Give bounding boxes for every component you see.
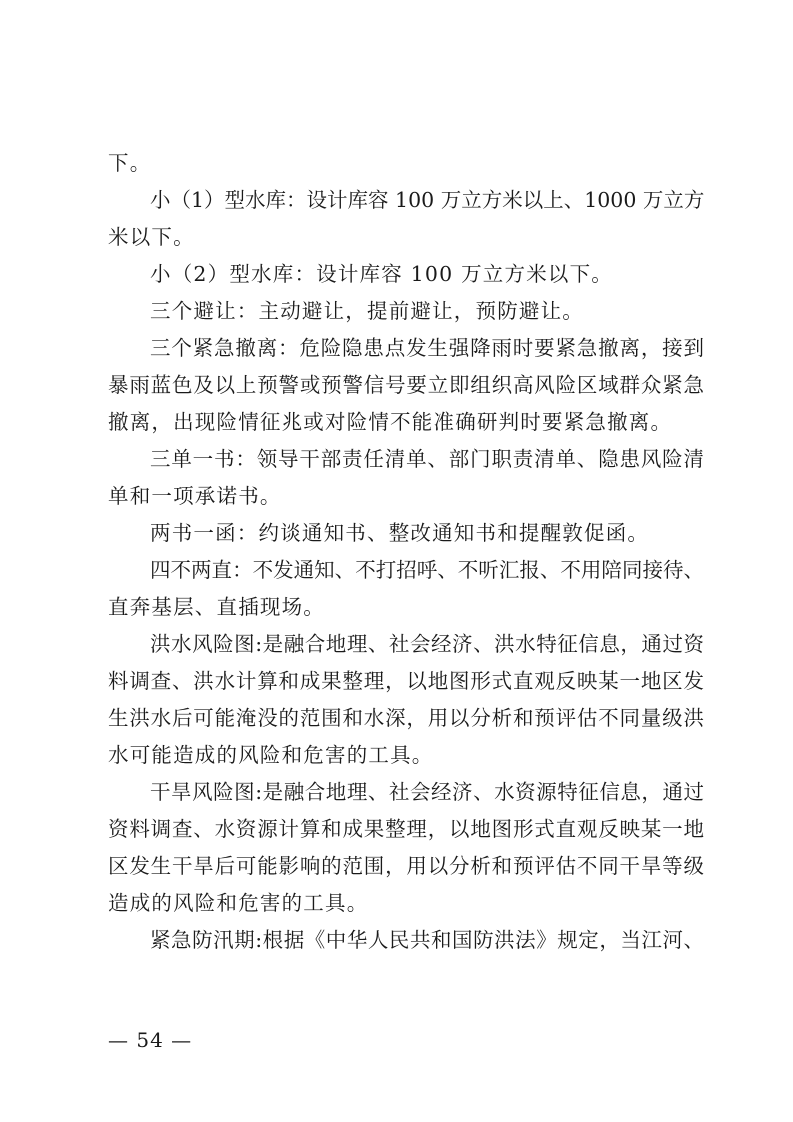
text-line: 两书一函：约谈通知书、整改通知书和提醒敦促函。 — [150, 521, 650, 545]
text-line: 水可能造成的风险和危害的工具。 — [108, 743, 434, 767]
text-line: 料调查、洪水计算和成果整理，以地图形式直观反映某一地区发 — [108, 669, 704, 693]
text-line: 小（1）型水库：设计库容 100 万立方米以上、1000 万立方 — [150, 188, 704, 212]
text-line: 三个紧急撤离：危险隐患点发生强降雨时要紧急撤离，接到 — [150, 336, 704, 360]
page-number: — 54 — — [108, 1028, 193, 1052]
text-line: 区发生干旱后可能影响的范围，用以分析和预评估不同干旱等级 — [108, 854, 704, 878]
text-line: 干旱风险图:是融合地理、社会经济、水资源特征信息，通过 — [150, 780, 704, 804]
text-line: 四不两直：不发通知、不打招呼、不听汇报、不用陪同接待、 — [150, 558, 704, 582]
text-line: 三个避让：主动避让，提前避让，预防避让。 — [150, 299, 584, 323]
text-line: 下。 — [108, 151, 152, 175]
text-line: 生洪水后可能淹没的范围和水深，用以分析和预评估不同量级洪 — [108, 706, 704, 730]
text-line: 单和一项承诺书。 — [108, 484, 282, 508]
text-line: 撤离，出现险情征兆或对险情不能准确研判时要紧急撤离。 — [108, 410, 673, 434]
text-line: 直奔基层、直插现场。 — [108, 595, 325, 619]
text-line: 三单一书：领导干部责任清单、部门职责清单、隐患风险清 — [150, 447, 704, 471]
document-body — [108, 145, 704, 959]
text-line: 暴雨蓝色及以上预警或预警信号要立即组织高风险区域群众紧急 — [108, 373, 704, 397]
text-line: 造成的风险和危害的工具。 — [108, 891, 369, 915]
text-line: 小（2）型水库：设计库容 100 万立方米以下。 — [150, 262, 614, 286]
text-line: 米以下。 — [108, 225, 195, 249]
text-line: 洪水风险图:是融合地理、社会经济、洪水特征信息，通过资 — [150, 632, 704, 656]
text-line: 紧急防汛期:根据《中华人民共和国防洪法》规定，当江河、 — [150, 928, 704, 952]
text-line: 资料调查、水资源计算和成果整理，以地图形式直观反映某一地 — [108, 817, 704, 841]
